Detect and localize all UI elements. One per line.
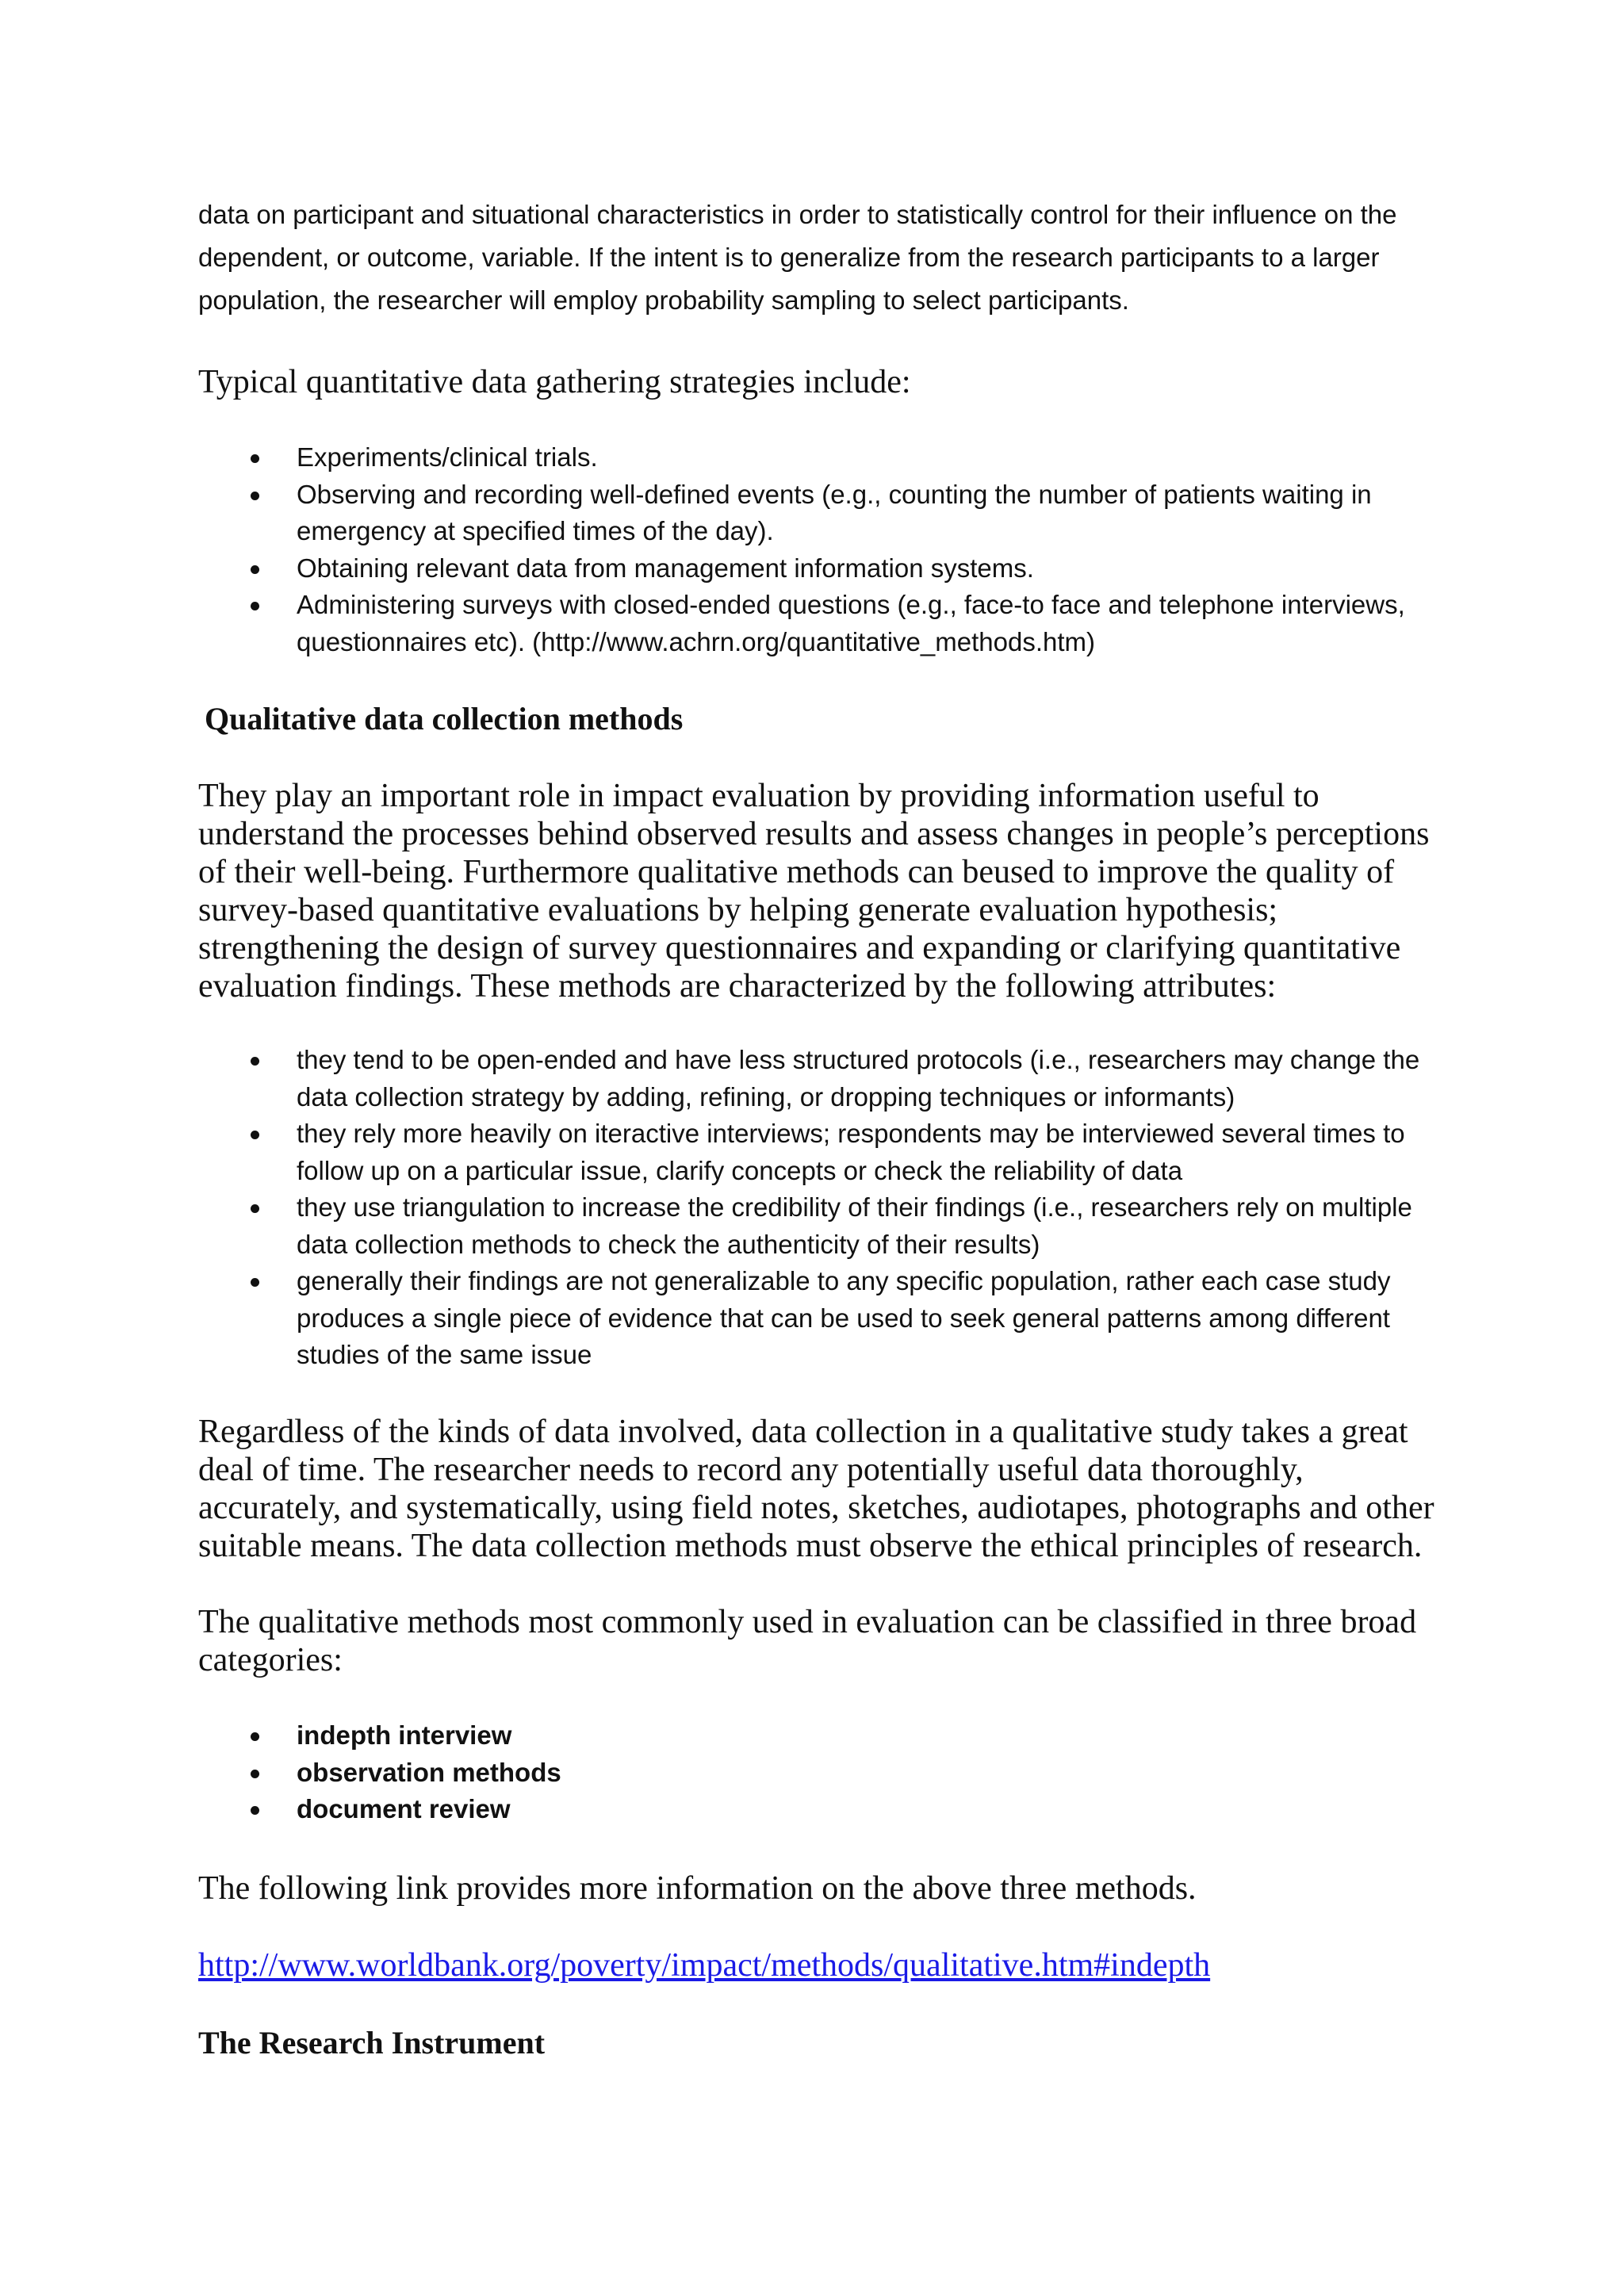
list-item-text: they tend to be open-ended and have less structured protocols (i.e., researchers may change the data collection strategy by adding, refining, or dropping techniques or informants) xyxy=(297,1045,1420,1112)
list-item xyxy=(246,476,1451,550)
list-item xyxy=(246,1042,1451,1115)
bullet-icon xyxy=(251,1806,259,1815)
list-item xyxy=(246,439,1451,476)
list-item-text: Administering surveys with closed-ended questions (e.g., face-to face and telephone interviews, questionnaires etc). (http://www.achrn.org/quantitative_methods.htm) xyxy=(297,590,1405,656)
research-instrument-heading: The Research Instrument xyxy=(198,2025,546,2061)
bullet-icon xyxy=(251,454,259,463)
categories-list xyxy=(246,1717,1451,1828)
qualitative-paragraph: They play an important role in impact evaluation by providing information useful to understand the processes behind observed results and assess changes in people’s perceptions of their well-being. Furthermore qualitative methods can beused to improve the quality of survey-based quantitative evaluations by helping generate evaluation hypothesis; strengthening the design of survey questionnaires and expanding or clarifying quantitative evaluation findings. These methods are characterized by the following attributes: xyxy=(198,778,1430,1004)
list-item xyxy=(246,587,1451,660)
categories-paragraph: The qualitative methods most commonly used in evaluation can be classified in three broad categories: xyxy=(198,1604,1417,1678)
list-item xyxy=(246,1755,1451,1792)
quant-strategies-list xyxy=(246,439,1451,660)
list-item-text: observation methods xyxy=(297,1757,561,1787)
bullet-icon xyxy=(251,492,259,500)
bullet-icon xyxy=(251,1057,259,1066)
list-item xyxy=(246,1189,1451,1263)
list-item xyxy=(246,550,1451,587)
list-item-text: Observing and recording well-defined events (e.g., counting the number of patients waiting in emergency at specified times of the day). xyxy=(297,479,1372,545)
list-item-text: they use triangulation to increase the credibility of their findings (i.e., researchers rely on multiple data collection methods to check the authenticity of their results) xyxy=(297,1192,1412,1259)
bullet-icon xyxy=(251,1131,259,1139)
list-item-text: generally their findings are not generalizable to any specific population, rather each case study produces a single piece of evidence that can be used to seek general patterns among different studies of the same issue xyxy=(297,1266,1391,1369)
bullet-icon xyxy=(251,565,259,574)
bullet-icon xyxy=(251,1278,259,1287)
list-item xyxy=(246,1263,1451,1374)
worldbank-link[interactable]: http://www.worldbank.org/poverty/impact/methods/qualitative.htm#indepth xyxy=(198,1947,1211,1984)
list-item xyxy=(246,1115,1451,1189)
bullet-icon xyxy=(251,602,259,610)
bullet-icon xyxy=(251,1770,259,1778)
regardless-paragraph: Regardless of the kinds of data involved, data collection in a qualitative study takes a great deal of time. The researcher needs to record any potentially useful data thoroughly, accurately, and systematically, using field notes, sketches, audiotapes, photographs and other suitable means. The data collection methods must observe the ethical principles of research. xyxy=(198,1414,1434,1564)
list-item-text: indepth interview xyxy=(297,1720,512,1750)
list-item-text: they rely more heavily on iteractive interviews; respondents may be interviewed several times to follow up on a particular issue, clarify concepts or check the reliability of data xyxy=(297,1119,1405,1185)
list-item-text: document review xyxy=(297,1794,511,1823)
list-item xyxy=(246,1717,1451,1755)
link-paragraph xyxy=(198,1946,1443,1984)
link-intro: The following link provides more information on the above three methods. xyxy=(198,1870,1197,1907)
list-item xyxy=(246,1791,1451,1828)
bullet-icon xyxy=(251,1732,259,1741)
qualitative-attributes-list xyxy=(246,1042,1451,1374)
qualitative-heading: Qualitative data collection methods xyxy=(205,701,684,737)
list-item-text: Experiments/clinical trials. xyxy=(297,442,598,472)
intro-paragraph: data on participant and situational characteristics in order to statistically control for their influence on the dependent, or outcome, variable. If the intent is to generalize from the research participants to a larger population, the researcher will employ probability sampling to select participants. xyxy=(198,200,1397,315)
quant-strategies-intro: Typical quantitative data gathering strategies include: xyxy=(198,364,911,400)
list-item-text: Obtaining relevant data from management information systems. xyxy=(297,553,1034,583)
bullet-icon xyxy=(251,1204,259,1213)
